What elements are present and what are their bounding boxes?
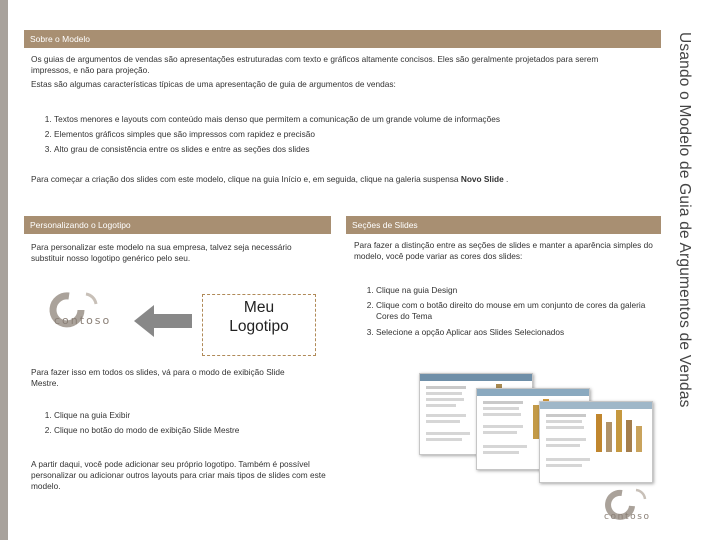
- sections-steps: [360, 285, 660, 342]
- logo-placeholder[interactable]: [202, 294, 316, 356]
- section-bar-sections: [346, 216, 661, 234]
- start-text-before: Para começar a criação dos slides com este modelo, clique na guia Início e, em seguida, clique na galeria suspensa: [31, 174, 461, 184]
- start-text-bold: Novo Slide: [460, 174, 504, 184]
- left-edge-rule: [0, 0, 8, 540]
- side-title-text: Usando o Modelo de Guia de Argumentos de Vendas: [676, 32, 693, 408]
- contoso-logo-text: contoso: [54, 314, 112, 327]
- slide-thumbnail-3: [539, 401, 653, 483]
- section-bar-logo: [24, 216, 331, 234]
- about-title: Sobre o Modelo: [30, 34, 91, 44]
- sections-step: 1. Clique na guia Design: [376, 285, 660, 296]
- sections-title: Seções de Slides: [352, 220, 418, 230]
- logo-para-1: Para personalizar este modelo na sua empresa, talvez seja necessário substituir nosso logotipo genérico pelo seu.: [31, 242, 292, 264]
- start-instruction: [31, 174, 651, 185]
- contoso-logo: [48, 288, 114, 334]
- footer-logo-text: contoso: [604, 512, 651, 522]
- logo-step: 1. Clique na guia Exibir: [54, 410, 318, 421]
- contoso-logo-mark-icon: [48, 288, 114, 334]
- feature-item: 2. Elementos gráficos simples que são impressos com rapidez e precisão: [54, 129, 638, 140]
- arrow-left-icon: [134, 303, 192, 339]
- sections-para-1: Para fazer a distinção entre as seções de slides e manter a aparência simples do modelo, você pode variar as cores dos slides:: [354, 240, 653, 262]
- intro-line-1: Os guias de argumentos de vendas são apresentações estruturadas com texto e gráficos altamente concisos. Eles são geralmente projetados para serem impressos, e não para projeção.: [31, 54, 599, 76]
- logo-para-3: A partir daqui, você pode adicionar seu próprio logotipo. Também é possível personalizar ou adicionar outros layouts para criar mais tipos de slides com este modelo.: [31, 459, 326, 492]
- section-bar-about: [24, 30, 661, 48]
- feature-item: 1. Textos menores e layouts com conteúdo mais denso que permitem a comunicação de um grande volume de informações: [54, 114, 638, 125]
- features-list: [38, 114, 638, 160]
- sections-step: 2. Clique com o botão direito do mouse em um conjunto de cores da galeria Cores do Tema: [376, 300, 660, 322]
- logo-steps: [38, 410, 318, 440]
- footer-contoso-logo: [598, 486, 662, 526]
- intro-text: [31, 54, 631, 91]
- side-title: [673, 32, 719, 432]
- start-text-after: .: [503, 174, 509, 184]
- intro-line-2: Estas são algumas características típicas de uma apresentação de guia de argumentos de vendas:: [31, 79, 396, 90]
- logo-step: 2. Clique no botão do modo de exibição Slide Mestre: [54, 425, 318, 436]
- placeholder-line-1: Meu: [243, 299, 275, 316]
- slide-thumbnail-graphic-icon: [540, 402, 652, 482]
- sections-step: 3. Selecione a opção Aplicar aos Slides Selecionados: [376, 327, 660, 338]
- logo-para-2: Para fazer isso em todos os slides, vá para o modo de exibição Slide Mestre.: [31, 367, 285, 389]
- logo-section-title: Personalizando o Logotipo: [30, 220, 131, 230]
- feature-item: 3. Alto grau de consistência entre os slides e entre as seções dos slides: [54, 144, 638, 155]
- placeholder-line-2: Logotipo: [229, 318, 289, 335]
